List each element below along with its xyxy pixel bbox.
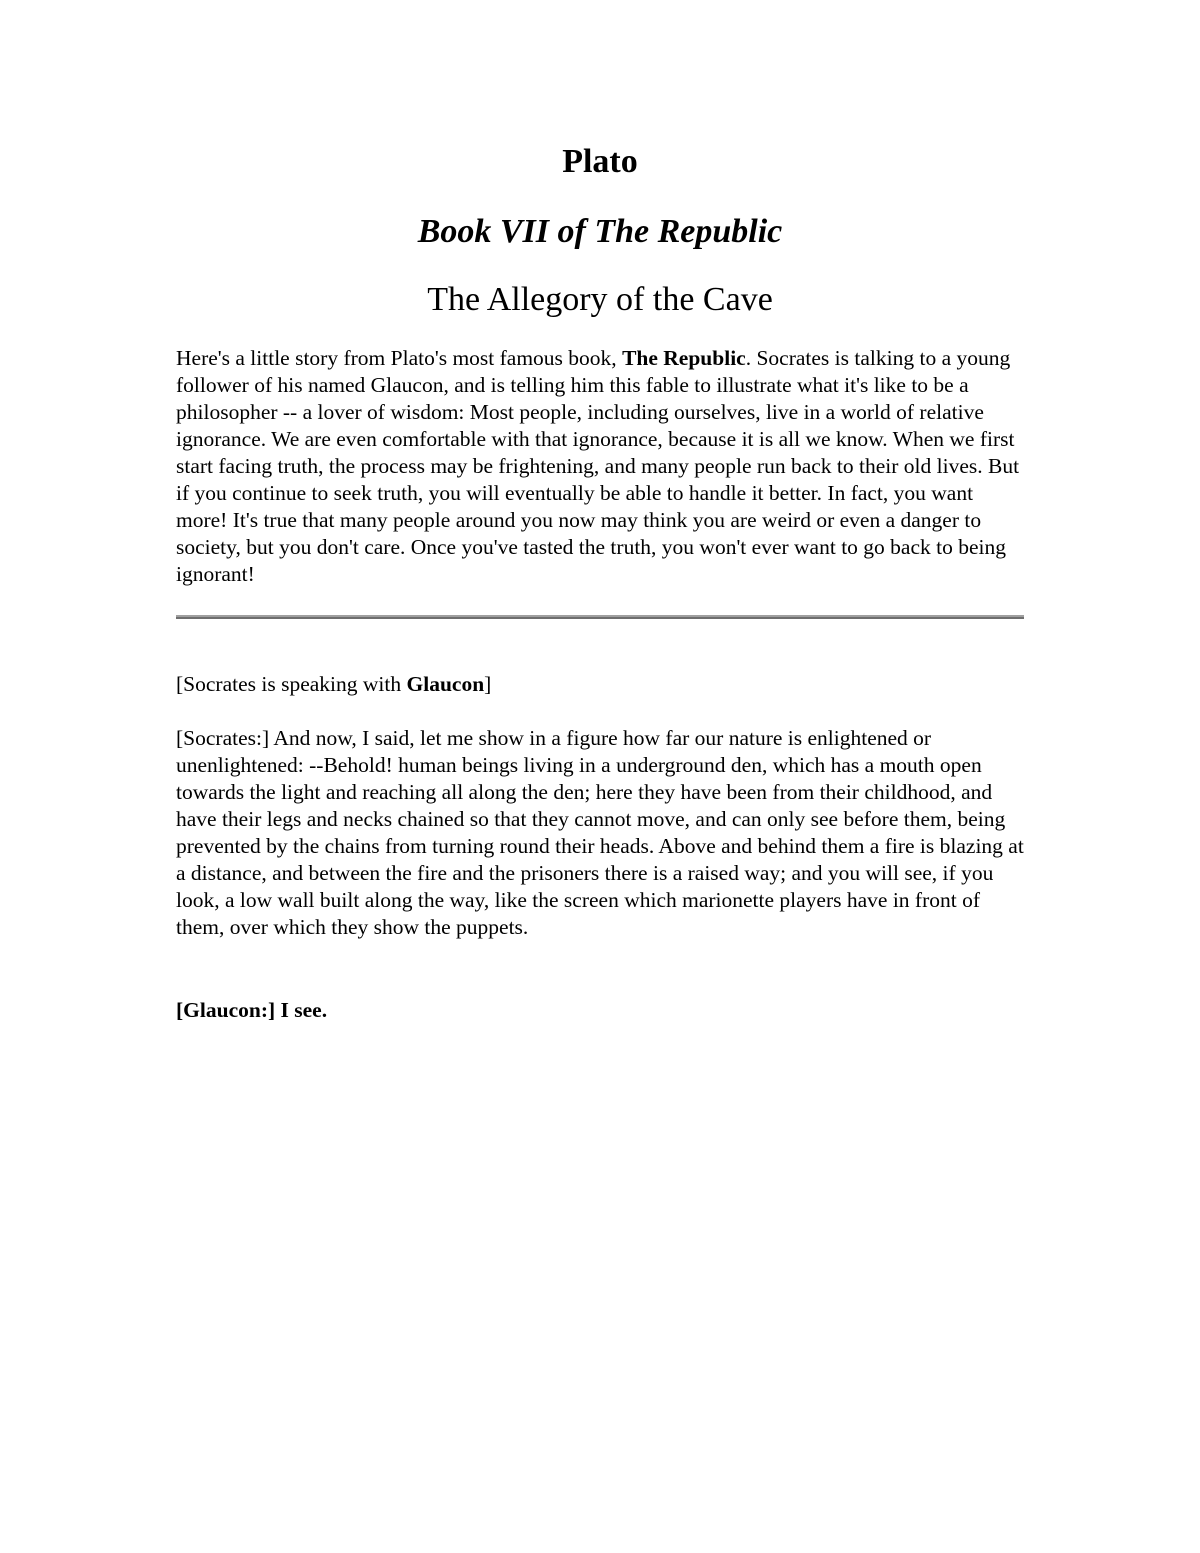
scene-suffix: ] — [484, 672, 492, 696]
glaucon-reply: [Glaucon:] I see. — [176, 998, 328, 1022]
intro-text-start: Here's a little story from Plato's most famous book, — [176, 346, 623, 370]
intro-text-rest: . Socrates is talking to a young follower of his named Glaucon, and is telling him this fable to illustrate what it's like to be a philosopher -- a lover of wisdom: Most people, including ourselves, live in a world of relative ignorance. We are even comfortable with that ignorance, because it is all we know. When we first start facing truth, the process may be frightening, and many people run back to their old lives. But if you continue to seek truth, you will eventually be able to handle it better. In fact, you want more! It's true that many people around you now may think you are weird or even a danger to society, but you don't care. Once you've tasted the truth, you won't ever want to go back to being ignorant! — [176, 346, 1020, 586]
subtitle-heading: The Allegory of the Cave — [427, 281, 773, 318]
book-title-heading: Book VII of The Republic — [417, 213, 783, 250]
scene-prefix: [Socrates is speaking with — [176, 672, 407, 696]
intro-book-name: The Republic — [622, 346, 746, 370]
intro-paragraph — [176, 345, 1024, 588]
author-heading: Plato — [562, 143, 638, 180]
scene-name: Glaucon — [406, 672, 485, 696]
horizontal-rule — [176, 615, 1024, 619]
socrates-speech: [Socrates:] And now, I said, let me show in a figure how far our nature is enlightened or unenlightened: --Behold! human beings living in a underground den, which has a mouth open towards the light and reaching all along the den; here they have been from their childhood, and have their legs and necks chained so that they cannot move, and can only see before them, being prevented by the chains from turning round their heads. Above and behind them a fire is blazing at a distance, and between the fire and the prisoners there is a raised way; and you will see, if you look, a low wall built along the way, like the screen which marionette players have in front of them, over which they show the puppets. — [176, 726, 1024, 939]
scene-note — [176, 671, 1024, 698]
